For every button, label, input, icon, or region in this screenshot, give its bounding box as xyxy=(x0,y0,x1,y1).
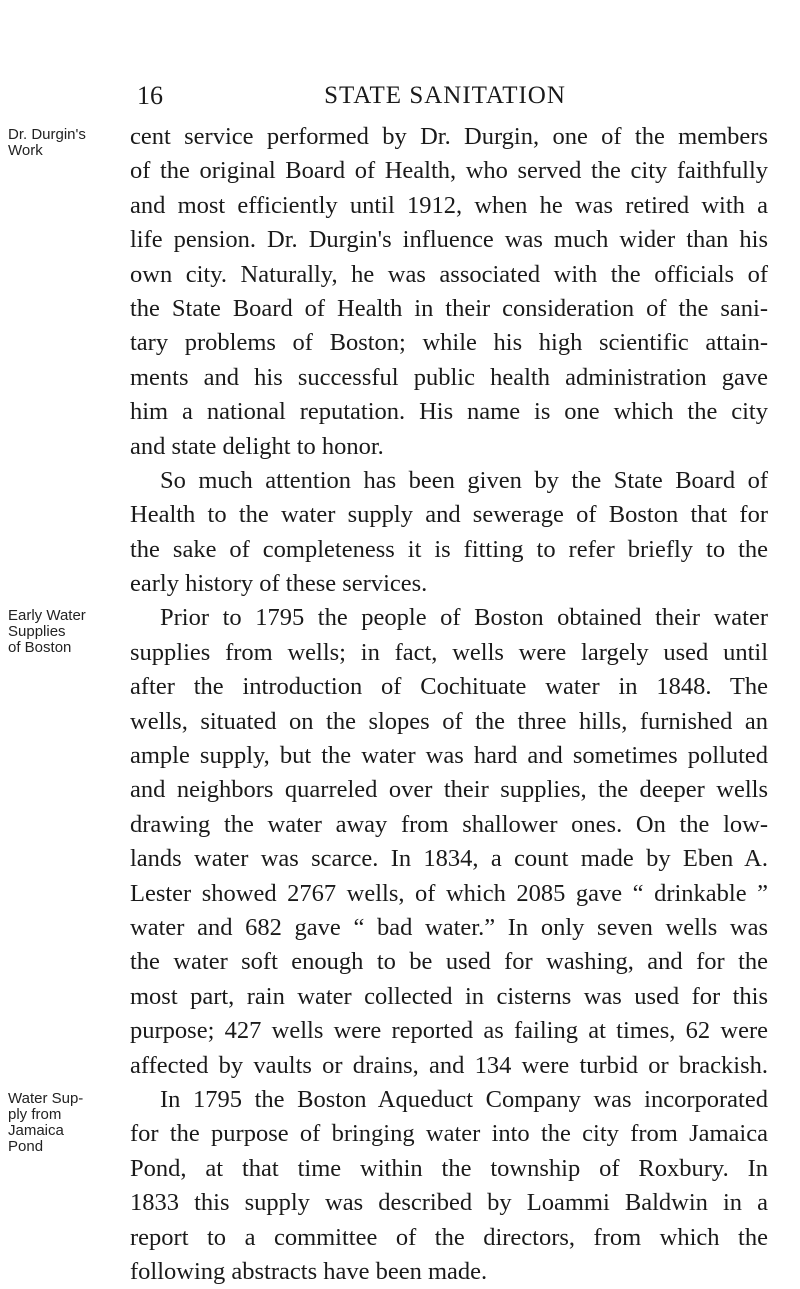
margin-note-early-water-supplies xyxy=(8,608,120,656)
text-line: Lester showed 2767 wells, of which 2085 gave “ drinkable ” xyxy=(130,879,768,907)
text-line: ample supply, but the water was hard and sometimes polluted xyxy=(130,742,768,770)
text-line: affected by vaults or drains, and 134 were turbid or brackish. xyxy=(130,1051,768,1079)
text-line: Pond, at that time within the township of Roxbury. In xyxy=(130,1154,768,1182)
running-head: STATE SANITATION xyxy=(324,82,566,109)
margin-note-line: Jamaica xyxy=(8,1122,64,1139)
margin-note-line: Dr. Durgin's xyxy=(8,126,86,143)
text-line: the State Board of Health in their consideration of the sani- xyxy=(130,294,768,322)
text-line: most part, rain water collected in cisterns was used for this xyxy=(130,982,768,1010)
text-line: ments and his successful public health administration gave xyxy=(130,363,768,391)
margin-note-line: Water Sup- xyxy=(8,1090,84,1107)
margin-note-line: Pond xyxy=(8,1138,44,1155)
text-line: life pension. Dr. Durgin's influence was much wider than his xyxy=(130,226,768,254)
body-text xyxy=(130,120,768,1289)
page-number: 16 xyxy=(137,81,163,110)
text-line: and most efficiently until 1912, when he was retired with a xyxy=(130,191,768,219)
text-line: water and 682 gave “ bad water.” In only seven wells was xyxy=(130,913,768,941)
margin-note-line: Work xyxy=(8,142,43,159)
text-line: the water soft enough to be used for washing, and for the xyxy=(130,948,768,976)
margin-note-line: Early Water xyxy=(8,607,86,624)
text-line: the sake of completeness it is fitting to refer briefly to the xyxy=(130,535,768,563)
text-line: for the purpose of bringing water into the city from Jamaica xyxy=(130,1120,768,1148)
text-line: early history of these services. xyxy=(130,570,428,598)
text-line: Health to the water supply and sewerage of Boston that for xyxy=(130,501,768,529)
text-line: tary problems of Boston; while his high scientific attain- xyxy=(130,329,768,357)
text-line: Prior to 1795 the people of Boston obtained their water xyxy=(160,604,768,632)
text-line: and neighbors quarreled over their supplies, the deeper wells xyxy=(130,776,768,804)
text-line: lands water was scarce. In 1834, a count made by Eben A. xyxy=(130,845,768,873)
text-line: following abstracts have been made. xyxy=(130,1257,488,1285)
text-line: him a national reputation. His name is one which the city xyxy=(130,398,768,426)
margin-note-line: Supplies xyxy=(8,623,66,640)
text-line: own city. Naturally, he was associated with the officials of xyxy=(130,260,768,288)
text-line: and state delight to honor. xyxy=(130,432,384,460)
text-line: In 1795 the Boston Aqueduct Company was incorporated xyxy=(160,1085,768,1113)
text-line: 1833 this supply was described by Loammi Baldwin in a xyxy=(130,1189,768,1217)
text-line: report to a committee of the directors, from which the xyxy=(130,1223,768,1251)
text-line: of the original Board of Health, who served the city faithfully xyxy=(130,157,768,185)
text-line: drawing the water away from shallower ones. On the low- xyxy=(130,810,768,838)
margin-note-line: of Boston xyxy=(8,639,72,656)
text-line: cent service performed by Dr. Durgin, one of the members xyxy=(130,123,768,150)
text-line: supplies from wells; in fact, wells were largely used until xyxy=(130,638,768,666)
margin-note-durgin-work xyxy=(8,127,120,159)
page-header xyxy=(125,80,765,116)
text-line: purpose; 427 wells were reported as failing at times, 62 were xyxy=(130,1017,768,1045)
text-line: So much attention has been given by the State Board of xyxy=(160,466,768,494)
margin-note-line: ply from xyxy=(8,1106,62,1123)
margin-note-jamaica-pond xyxy=(8,1091,120,1155)
text-line: wells, situated on the slopes of the three hills, furnished an xyxy=(130,707,768,735)
text-line: after the introduction of Cochituate water in 1848. The xyxy=(130,673,768,701)
